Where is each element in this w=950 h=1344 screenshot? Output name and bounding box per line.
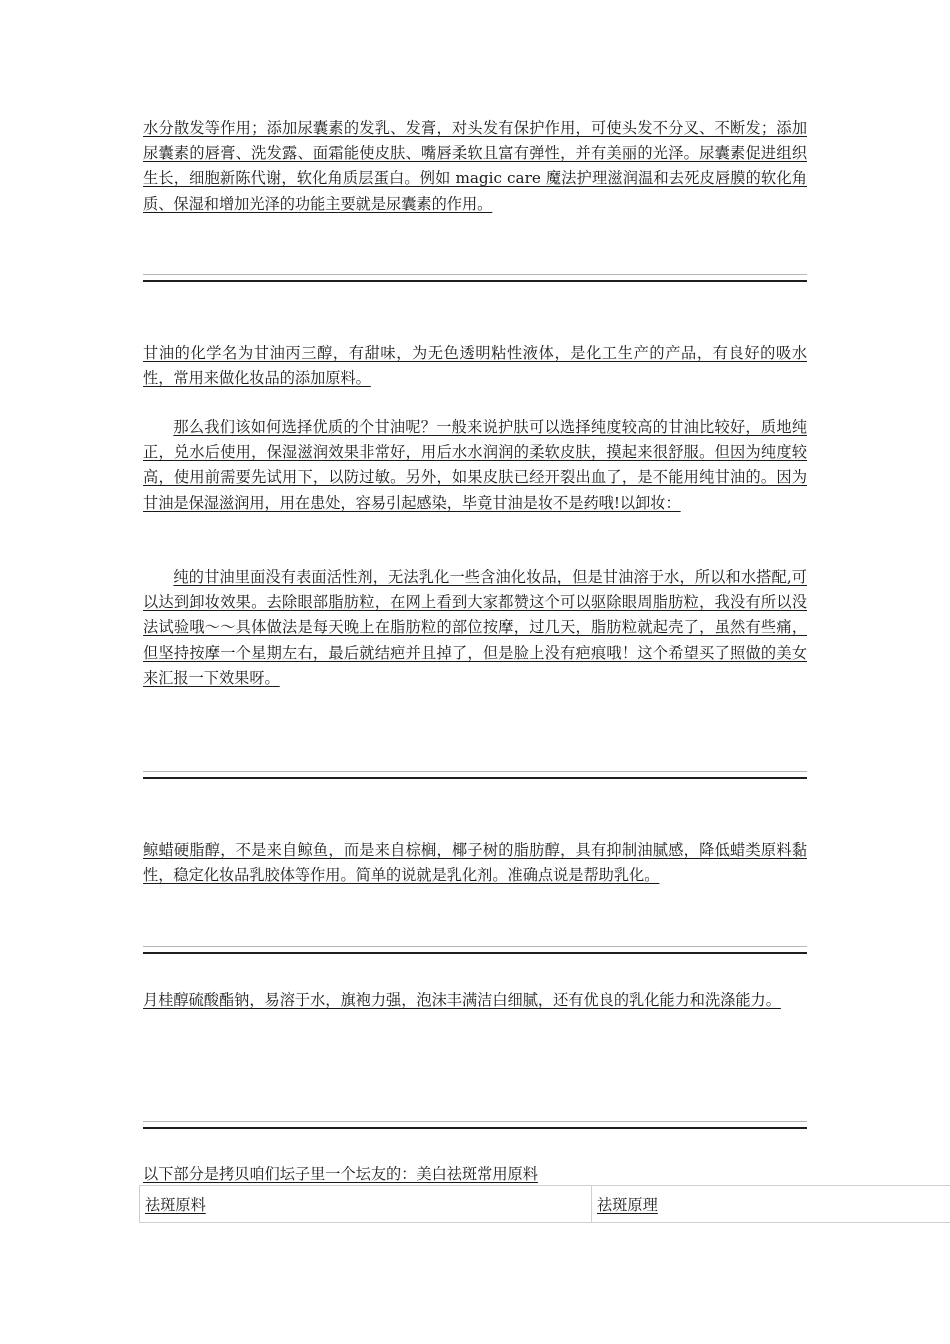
- paragraph-cetostearyl-alcohol: 鲸蜡硬脂醇，不是来自鲸鱼，而是来自棕榈，椰子树的脂肪醇，具有抑制油腻感，降低蜡类原料黏性，稳定化妆品乳胶体等作用。简单的说就是乳化剂。准确点说是帮助乳化。: [143, 841, 807, 885]
- paragraph-glycerin-definition: 甘油的化学名为甘油丙三醇，有甜味，为无色透明粘性液体，是化工生产的产品，有良好的吸水性，常用来做化妆品的添加原料。: [143, 344, 807, 388]
- paragraph-glycerin-makeup-removal: 纯的甘油里面没有表面活性剂，无法乳化一些含油化妆品，但是甘油溶于水，所以和水搭配,可以达到卸妆效果。去除眼部脂肪粒，在网上看到大家都赞这个可以驱除眼周脂肪粒，我没有所以没法试验哦～～具体做法是每天晚上在脂肪粒的部位按摩，过几天，脂肪粒就起壳了，虽然有些痛，但坚持按摩一个星期左右，最后就结疤并且掉了，但是脸上没有疤痕哦！这个希望买了照做的美女来汇报一下效果呀。: [143, 568, 807, 687]
- section-divider: [143, 946, 807, 954]
- section-divider: [143, 1121, 807, 1129]
- section-heading: 以下部分是拷贝咱们坛子里一个坛友的：美白祛斑常用原料: [143, 1165, 538, 1183]
- table-header-ingredient: 祛斑原料: [140, 1186, 592, 1223]
- paragraph-urea: 水分散发等作用；添加尿囊素的发乳、发膏，对头发有保护作用，可使头发不分叉、不断发；添加尿囊素的唇膏、洗发露、面霜能使皮肤、嘴唇柔软且富有弹性，并有美丽的光泽。尿囊素促进组织生长，细胞新陈代谢，软化角质层蛋白。例如 magic care 魔法护理滋润温和去死皮唇膜的软化角质、保湿和增加光泽的功能主要就是尿囊素的作用。: [143, 119, 807, 213]
- section-divider: [143, 274, 807, 282]
- table-header-row: [140, 1186, 950, 1223]
- table-header-principle: 祛斑原理: [592, 1186, 950, 1223]
- paragraph-glycerin-choose: 那么我们该如何选择优质的个甘油呢？一般来说护肤可以选择纯度较高的甘油比较好，质地纯正，兑水后使用，保湿滋润效果非常好，用后水水润润的柔软皮肤，摸起来很舒服。但因为纯度较高，使用前需要先试用下，以防过敏。另外，如果皮肤已经开裂出血了，是不能用纯甘油的。因为甘油是保湿滋润用，用在患处，容易引起感染，毕竟甘油是妆不是药哦!以卸妆：: [143, 418, 807, 512]
- section-divider: [143, 771, 807, 779]
- whitening-ingredients-table: [139, 1185, 950, 1223]
- paragraph-sodium-lauryl-sulfate: 月桂醇硫酸酯钠，易溶于水，旗袍力强，泡沫丰满洁白细腻，还有优良的乳化能力和洗涤能力。: [143, 991, 781, 1009]
